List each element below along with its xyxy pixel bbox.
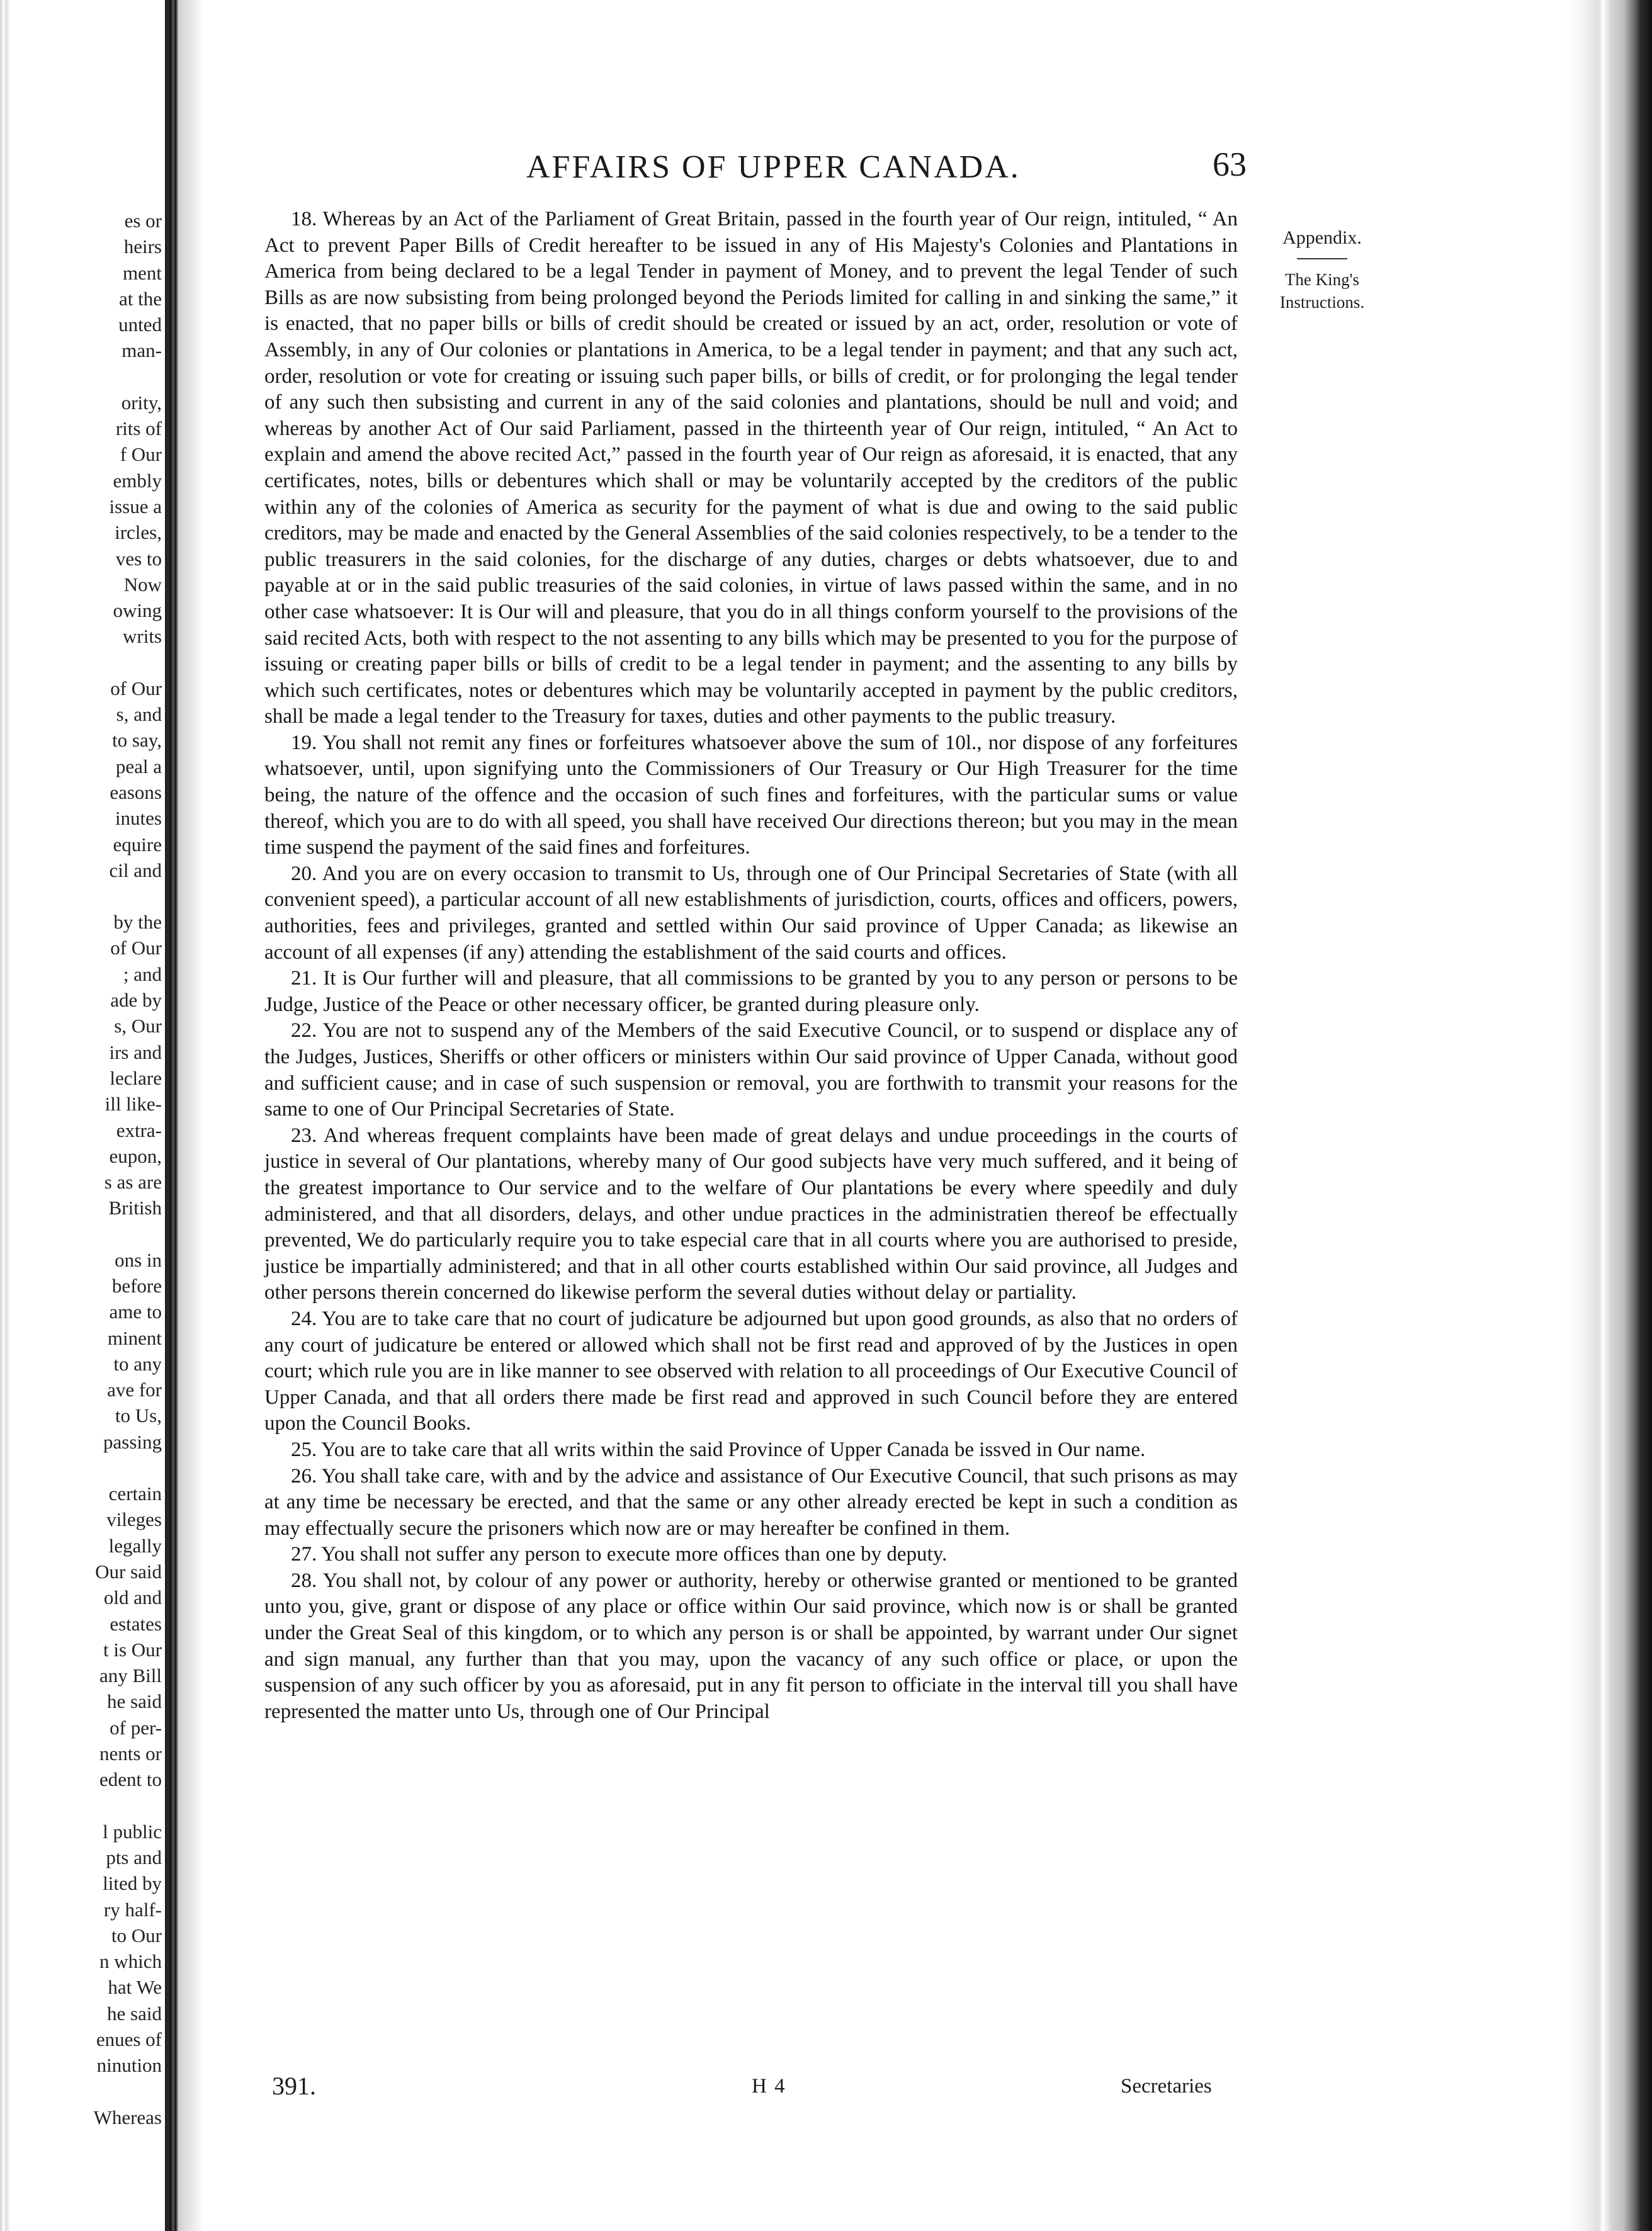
facing-line-fragment: ame to bbox=[109, 1301, 162, 1323]
facing-line-fragment: peal a bbox=[115, 755, 162, 777]
paragraph: 21. It is Our further will and pleasure, that all commissions to be granted by you to any person or persons to be Judge, Justice of the Peace or other necessary officer, be granted during pleasure only. bbox=[264, 967, 1238, 1016]
facing-line-fragment: man- bbox=[122, 339, 162, 362]
facing-line-fragment: pts and bbox=[106, 1846, 162, 1868]
margin-note bbox=[1253, 225, 1391, 313]
facing-line-fragment: owing bbox=[113, 599, 162, 622]
facing-line-fragment: equire bbox=[113, 833, 162, 856]
facing-line-fragment: embly bbox=[113, 469, 162, 492]
facing-line-fragment: writs bbox=[123, 625, 162, 648]
facing-line-fragment: f Our bbox=[120, 443, 162, 466]
facing-line-fragment: nents or bbox=[99, 1742, 162, 1765]
facing-line-fragment: s, and bbox=[116, 703, 162, 726]
facing-line-fragment: he said bbox=[107, 1690, 162, 1713]
facing-page-fragment bbox=[0, 0, 167, 2231]
fragment-gap bbox=[4, 2079, 162, 2104]
running-head bbox=[208, 144, 1555, 194]
paragraph: 20. And you are on every occasion to transmit to Us, through one of Our Principal Secretaries of State (with all convenient speed), a particular account of all new establishments of jurisdiction, courts, offices and officers, powers, authorities, fees and privileges, granted and settled within Our said province of Upper Canada; as likewise an account of all expenses (if any) attending the establishment of the said courts and offices. bbox=[264, 862, 1238, 964]
paragraph: 23. And whereas frequent complaints have been made of great delays and undue proceedings in the courts of justice in several of Our plantations, whereby many of Our good subjects have very much suffered, and it being of the greatest importance to Our service and to the welfare of Our plantations be every where speedily and duly administered, and that all disorders, delays, and other undue practices in the administratien thereof be effectually prevented, We do particularly require you to take especial care that in all courts where you are authorised to preside, justice be impartially administered; and that in all other courts established within Our said province, all Judges and other persons therein concerned do likewise perform the several duties without delay or partiality. bbox=[264, 1124, 1238, 1304]
facing-line-fragment: certain bbox=[108, 1483, 162, 1505]
sheet-mark: H 4 bbox=[752, 2075, 786, 2098]
facing-line-fragment: lited by bbox=[103, 1872, 162, 1895]
book-page bbox=[208, 0, 1555, 2231]
fragment-gap bbox=[4, 650, 162, 675]
page-number: 63 bbox=[1213, 145, 1247, 183]
facing-line-fragment: minent bbox=[107, 1326, 162, 1349]
facing-line-fragment: enues of bbox=[96, 2028, 162, 2050]
facing-line-fragment: to any bbox=[113, 1352, 162, 1375]
facing-line-fragment: ority, bbox=[121, 391, 162, 414]
margin-appendix-label: Appendix. bbox=[1282, 227, 1362, 248]
facing-line-fragment: s as are bbox=[104, 1171, 162, 1194]
facing-line-fragment: ade by bbox=[110, 989, 162, 1012]
facing-line-fragment: inutes bbox=[115, 807, 162, 830]
facing-line-fragment: unted bbox=[118, 313, 162, 336]
facing-line-fragment: vileges bbox=[106, 1508, 162, 1531]
facing-line-fragment: ave for bbox=[107, 1379, 162, 1401]
page-footer bbox=[208, 2071, 1555, 2109]
facing-line-fragment: edent to bbox=[99, 1768, 162, 1791]
facing-line-fragment: ninution bbox=[96, 2054, 162, 2077]
facing-line-fragment: leclare bbox=[110, 1066, 162, 1089]
facing-line-fragment: before bbox=[111, 1274, 162, 1297]
facing-line-fragment: at the bbox=[119, 287, 162, 310]
paragraph: 28. You shall not, by colour of any power or authority, hereby or otherwise granted or mentioned to be granted unto you, give, grant or dispose of any place or office within Our said province, which now is or shall be granted under the Great Seal of this kingdom, or to which any person is or shall be appointed, by warrant under Our signet and sign manual, any further than that you may, upon the vacancy of any such office or place, or upon the suspension of any such officer by you as aforesaid, put in any fit person to officiate in the interval till you shall have represented the matter unto Us, through one of Our Principal bbox=[264, 1569, 1238, 1723]
facing-line-fragment: legally bbox=[108, 1534, 162, 1557]
facing-line-fragment: ry half- bbox=[103, 1898, 162, 1921]
facing-line-fragment: cil and bbox=[109, 859, 162, 881]
fragment-gap bbox=[4, 1455, 162, 1481]
facing-line-fragment: eupon, bbox=[109, 1144, 162, 1167]
facing-line-fragment: irs and bbox=[109, 1041, 162, 1063]
facing-line-fragment: estates bbox=[110, 1612, 162, 1635]
facing-line-fragment: n which bbox=[99, 1950, 162, 1973]
facing-line-fragment: to say, bbox=[112, 729, 162, 752]
facing-line-fragment: Now bbox=[123, 573, 162, 596]
paragraph: 22. You are not to suspend any of the Members of the said Executive Council, or to suspend or displace any of the Judges, Justices, Sheriffs or other officers or ministers within Our said province of Upper Canada, without good and sufficient cause; and in case of such suspension or removal, you are forthwith to transmit your reasons for the same to one of Our Principal Secretaries of State. bbox=[264, 1019, 1238, 1121]
facing-line-fragment: rits of bbox=[115, 417, 162, 440]
facing-line-fragment: l public bbox=[103, 1820, 162, 1843]
facing-line-fragment: easons bbox=[110, 781, 162, 803]
facing-line-fragment: hat We bbox=[108, 1976, 162, 1999]
paragraph: 26. You shall take care, with and by the advice and assistance of Our Executive Council, that such prisons as may at any time be necessary be erected, and that the same or any other already erected be kept in such a condition as may effectually secure the prisoners which now are or may hereafter be confined in them. bbox=[264, 1464, 1238, 1540]
paragraph: 24. You are to take care that no court of judicature be adjourned but upon good grounds, as also that no orders of any court of judicature be entered or allowed which shall not be first read and approved of by the Justices in open court; which rule you are in like manner to see observed with relation to all proceedings of Our Executive Council of Upper Canada, and that all orders there made be first read and approved in such Council before they are entered upon the Council Books. bbox=[264, 1307, 1238, 1435]
facing-line-fragment: t is Our bbox=[103, 1638, 162, 1661]
running-title: AFFAIRS OF UPPER CANADA. bbox=[526, 149, 1021, 185]
facing-line-fragment: extra- bbox=[116, 1119, 162, 1141]
facing-line-fragment: heirs bbox=[123, 235, 162, 258]
facing-line-fragment: ; and bbox=[123, 963, 162, 985]
facing-line-fragment: ons in bbox=[115, 1248, 162, 1271]
margin-instructions-label: The King's Instructions. bbox=[1279, 270, 1365, 312]
facing-line-fragment: to Us, bbox=[115, 1404, 162, 1427]
signature-mark: 391. bbox=[272, 2072, 316, 2100]
facing-page-text bbox=[4, 208, 162, 2130]
facing-line-fragment: by the bbox=[113, 911, 162, 934]
facing-line-fragment: ves to bbox=[115, 547, 162, 570]
facing-line-fragment: to Our bbox=[111, 1924, 162, 1946]
gutter-shadow bbox=[179, 0, 204, 2231]
paragraph: 18. Whereas by an Act of the Parliament of Great Britain, passed in the fourth year of Our reign, intituled, “ An Act to prevent Paper Bills of Credit hereafter to be issued in any of His Majesty's Colonies and Plantations in America from being declared to be a legal Tender in payment of Money, and to prevent the legal Tender of such Bills as are now subsisting from being prolonged beyond the Periods limited for calling in and sinking the same,” it is enacted, that no paper bills or bills of credit should be created or issued by an act, order, resolution or vote of Assembly, in any of Our colonies or plantations in America, to be a legal tender in payment; and that any such act, order, resolution or vote for creating or issuing such paper bills, or bills of credit, or for prolonging the legal tender of any such then subsisting and current in any of the said colonies and plantations, should be null and void; and whereas by another Act of Our said Parliament, passed in the thirteenth year of Our reign, intituled, “ An Act to explain and amend the above recited Act,” passed in the fourth year of Our reign as aforesaid, it is enacted, that any certificates, notes, bills or debentures which shall or may be voluntarily accepted by the creditors of the public within any of the colonies of America as security for the payment of what is due and owing to the said public creditors, may be made and enacted by the General Assemblies of the said colonies respectively, to be a tender to the public treasurers in the said colonies, for the discharge of any duties, charges or debts whatsoever, due to and payable at or in the said public treasuries of the said colonies, in virtue of laws passed within the same, and in no other case whatsoever: It is Our will and pleasure, that you do in all things conform yourself to the provisions of the said recited Acts, both with respect to the not assenting to any bills which may be presented to you for the purpose of issuing or creating paper bills or bills of credit to be a legal tender in payment; and the assenting to any bills by which such certificates, notes or debentures which may be voluntarily accepted in payment by the public creditors, shall be made a legal tender to the Treasury for taxes, duties and other payments to the public treasury. bbox=[264, 208, 1238, 728]
fragment-gap bbox=[4, 364, 162, 390]
facing-line-fragment: old and bbox=[103, 1586, 162, 1609]
facing-line-fragment: of Our bbox=[110, 937, 162, 959]
body-text bbox=[264, 206, 1238, 1725]
paragraph: 25. You are to take care that all writs within the said Province of Upper Canada be issved in Our name. bbox=[291, 1438, 1146, 1461]
facing-line-fragment: ill like- bbox=[105, 1093, 162, 1116]
catchword: Secretaries bbox=[1121, 2075, 1212, 2098]
fragment-gap bbox=[4, 1793, 162, 1819]
facing-line-fragment: ment bbox=[123, 261, 162, 284]
facing-line-fragment: passing bbox=[103, 1430, 162, 1453]
facing-line-fragment: he said bbox=[107, 2002, 162, 2025]
facing-line-fragment: Our said bbox=[95, 1560, 162, 1583]
facing-line-fragment: British bbox=[108, 1197, 162, 1219]
book-gutter bbox=[165, 0, 179, 2231]
fragment-gap bbox=[4, 1221, 162, 1247]
paragraph: 19. You shall not remit any fines or forfeitures whatsoever above the sum of 10l., nor dispose of any forfeitures whatsoever, until, upon signifying unto the Commissioners of Our Treasury or Our High Treasurer for the time being, the nature of the offence and the occasion of such fines and forfeitures, with the particular sums or value thereof, which you are to do with all speed, you shall have received Our directions thereon; but you may in the mean time suspend the payment of the said fines and forfeitures. bbox=[264, 731, 1238, 859]
facing-line-fragment: of per- bbox=[110, 1716, 162, 1739]
facing-line-fragment: Whereas bbox=[93, 2106, 162, 2128]
facing-line-fragment: s, Our bbox=[114, 1015, 162, 1037]
facing-line-fragment: issue a bbox=[109, 495, 162, 517]
facing-line-fragment: ircles, bbox=[115, 521, 162, 544]
fragment-gap bbox=[4, 883, 162, 909]
paragraph: 27. You shall not suffer any person to execute more offices than one by deputy. bbox=[291, 1543, 948, 1566]
right-page-edge bbox=[1564, 0, 1652, 2231]
facing-line-fragment: es or bbox=[124, 210, 162, 232]
facing-line-fragment: of Our bbox=[110, 677, 162, 699]
margin-rule bbox=[1297, 258, 1347, 259]
facing-line-fragment: any Bill bbox=[99, 1664, 162, 1687]
